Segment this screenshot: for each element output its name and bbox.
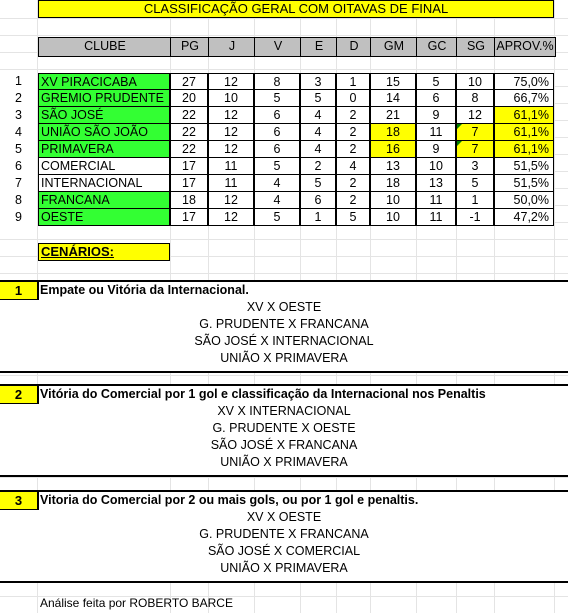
cell-club: GREMIO PRUDENTE bbox=[38, 90, 170, 107]
cell-gc: 13 bbox=[416, 175, 456, 192]
cell-v: 4 bbox=[254, 192, 300, 209]
cell-sg: -1 bbox=[456, 209, 494, 226]
cell-d: 2 bbox=[336, 175, 370, 192]
cell-j: 12 bbox=[208, 124, 254, 141]
row-number: 6 bbox=[0, 158, 37, 175]
scenario-match: XV X INTERNACIONAL bbox=[217, 404, 351, 418]
cell-aprov: 75,0% bbox=[494, 73, 554, 90]
cell-gc: 10 bbox=[416, 158, 456, 175]
cell-gm: 10 bbox=[370, 192, 416, 209]
cell-e: 3 bbox=[300, 73, 336, 90]
row-number: 5 bbox=[0, 141, 37, 158]
cell-club: XV PIRACICABA bbox=[38, 73, 170, 90]
cell-comment-marker bbox=[457, 141, 462, 146]
cell-d: 2 bbox=[336, 141, 370, 158]
column-header-j: J bbox=[208, 37, 256, 57]
cell-gc: 11 bbox=[416, 192, 456, 209]
table-row bbox=[0, 90, 568, 107]
cell-v: 5 bbox=[254, 90, 300, 107]
cell-e: 4 bbox=[300, 141, 336, 158]
cell-club: OESTE bbox=[38, 209, 170, 226]
cell-gm: 16 bbox=[370, 141, 416, 158]
cell-comment-marker bbox=[457, 124, 462, 129]
cell-v: 5 bbox=[254, 158, 300, 175]
cell-club: INTERNACIONAL bbox=[38, 175, 170, 192]
cell-gm: 15 bbox=[370, 73, 416, 90]
cell-sg: 8 bbox=[456, 90, 494, 107]
grid-line bbox=[0, 375, 568, 376]
cell-e: 1 bbox=[300, 209, 336, 226]
cell-d: 2 bbox=[336, 192, 370, 209]
cell-aprov: 47,2% bbox=[494, 209, 554, 226]
cell-sg: 3 bbox=[456, 158, 494, 175]
grid-line bbox=[0, 35, 568, 36]
cell-aprov: 66,7% bbox=[494, 90, 554, 107]
cell-pg: 20 bbox=[170, 90, 208, 107]
cell-club: PRIMAVERA bbox=[38, 141, 170, 158]
cell-j: 12 bbox=[208, 107, 254, 124]
cell-v: 5 bbox=[254, 209, 300, 226]
row-number: 1 bbox=[0, 73, 37, 90]
cell-d: 0 bbox=[336, 90, 370, 107]
row-number: 9 bbox=[0, 209, 37, 226]
grid-line bbox=[0, 18, 568, 19]
scenario-number: 3 bbox=[0, 492, 39, 510]
column-header-club: CLUBE bbox=[38, 37, 172, 57]
cell-sg: 1 bbox=[456, 192, 494, 209]
scenario-match: G. PRUDENTE X OESTE bbox=[212, 421, 356, 435]
scenario-match: UNIÃO X PRIMAVERA bbox=[220, 455, 348, 469]
cell-gm: 21 bbox=[370, 107, 416, 124]
column-header-e: E bbox=[300, 37, 338, 57]
cell-e: 5 bbox=[300, 175, 336, 192]
cell-sg: 7 bbox=[456, 141, 494, 158]
cell-e: 4 bbox=[300, 107, 336, 124]
scenario-match: UNIÃO X PRIMAVERA bbox=[220, 561, 348, 575]
grid-line bbox=[0, 69, 568, 70]
scenario-match: G. PRUDENTE X FRANCANA bbox=[199, 527, 369, 541]
column-header-gm: GM bbox=[370, 37, 418, 57]
cell-v: 6 bbox=[254, 141, 300, 158]
cell-j: 11 bbox=[208, 175, 254, 192]
cell-aprov: 61,1% bbox=[494, 141, 554, 158]
column-header-gc: GC bbox=[416, 37, 458, 57]
row-number: 7 bbox=[0, 175, 37, 192]
column-header-pg: PG bbox=[170, 37, 210, 57]
scenario-match: SÃO JOSÉ X FRANCANA bbox=[210, 438, 358, 452]
cell-club: SÃO JOSÉ bbox=[38, 107, 170, 124]
scenario-match: G. PRUDENTE X FRANCANA bbox=[199, 317, 369, 331]
cell-e: 5 bbox=[300, 90, 336, 107]
cell-v: 4 bbox=[254, 175, 300, 192]
cell-sg: 12 bbox=[456, 107, 494, 124]
cell-e: 6 bbox=[300, 192, 336, 209]
cell-pg: 27 bbox=[170, 73, 208, 90]
column-header-v: V bbox=[254, 37, 302, 57]
cell-j: 12 bbox=[208, 141, 254, 158]
cell-gm: 14 bbox=[370, 90, 416, 107]
scenario-number: 1 bbox=[0, 282, 39, 300]
cell-sg: 7 bbox=[456, 124, 494, 141]
cell-pg: 22 bbox=[170, 107, 208, 124]
cell-gc: 9 bbox=[416, 141, 456, 158]
cell-gc: 6 bbox=[416, 90, 456, 107]
cell-d: 5 bbox=[336, 209, 370, 226]
cell-d: 1 bbox=[336, 73, 370, 90]
cell-v: 8 bbox=[254, 73, 300, 90]
cell-aprov: 61,1% bbox=[494, 107, 554, 124]
cell-j: 12 bbox=[208, 209, 254, 226]
cell-club: FRANCANA bbox=[38, 192, 170, 209]
cell-v: 6 bbox=[254, 124, 300, 141]
scenario-number: 2 bbox=[0, 386, 39, 404]
cell-j: 10 bbox=[208, 90, 254, 107]
cell-d: 2 bbox=[336, 124, 370, 141]
cell-j: 12 bbox=[208, 192, 254, 209]
cell-v: 6 bbox=[254, 107, 300, 124]
table-row bbox=[0, 124, 568, 141]
cell-j: 11 bbox=[208, 158, 254, 175]
table-row bbox=[0, 73, 568, 90]
cell-pg: 18 bbox=[170, 192, 208, 209]
table-row bbox=[0, 107, 568, 124]
cell-gc: 9 bbox=[416, 107, 456, 124]
cell-club: COMERCIAL bbox=[38, 158, 170, 175]
row-number: 8 bbox=[0, 192, 37, 209]
row-number: 3 bbox=[0, 107, 37, 124]
footer-credit: Análise feita por ROBERTO BARCE bbox=[40, 596, 233, 610]
scenario-block bbox=[0, 280, 568, 373]
row-number: 2 bbox=[0, 90, 37, 107]
cell-pg: 22 bbox=[170, 141, 208, 158]
scenario-title: Empate ou Vitória da Internacional. bbox=[40, 283, 249, 297]
cell-pg: 17 bbox=[170, 209, 208, 226]
cell-e: 2 bbox=[300, 158, 336, 175]
scenario-match: XV X OESTE bbox=[246, 300, 322, 314]
cell-club: UNIÃO SÃO JOÃO bbox=[38, 124, 170, 141]
cell-gm: 13 bbox=[370, 158, 416, 175]
cell-pg: 22 bbox=[170, 124, 208, 141]
scenario-block bbox=[0, 384, 568, 477]
cell-aprov: 51,5% bbox=[494, 158, 554, 175]
cell-gm: 18 bbox=[370, 124, 416, 141]
cell-gc: 11 bbox=[416, 209, 456, 226]
cell-d: 4 bbox=[336, 158, 370, 175]
cell-pg: 17 bbox=[170, 158, 208, 175]
scenario-match: SÃO JOSÉ X COMERCIAL bbox=[207, 544, 361, 558]
column-header-aprov: APROV.% bbox=[494, 37, 556, 57]
cell-e: 4 bbox=[300, 124, 336, 141]
row-number: 4 bbox=[0, 124, 37, 141]
column-header-sg: SG bbox=[456, 37, 496, 57]
grid-line bbox=[0, 239, 568, 240]
cell-gm: 10 bbox=[370, 209, 416, 226]
scenario-title: Vitoria do Comercial por 2 ou mais gols, ou por 1 gol e penaltis. bbox=[40, 493, 419, 507]
scenarios-label: CENÁRIOS: bbox=[38, 243, 170, 261]
column-header-d: D bbox=[336, 37, 372, 57]
cell-pg: 17 bbox=[170, 175, 208, 192]
table-row bbox=[0, 158, 568, 175]
table-row bbox=[0, 209, 568, 226]
cell-j: 12 bbox=[208, 73, 254, 90]
table-row bbox=[0, 141, 568, 158]
cell-aprov: 51,5% bbox=[494, 175, 554, 192]
table-row bbox=[0, 175, 568, 192]
scenario-match: SÃO JOSÉ X INTERNACIONAL bbox=[194, 334, 374, 348]
cell-d: 2 bbox=[336, 107, 370, 124]
scenario-title: Vitória do Comercial por 1 gol e classificação da Internacional nos Penaltis bbox=[40, 387, 486, 401]
scenario-match: XV X OESTE bbox=[246, 510, 322, 524]
cell-sg: 10 bbox=[456, 73, 494, 90]
page-title: CLASSIFICAÇÃO GERAL COM OITAVAS DE FINAL bbox=[38, 0, 554, 18]
cell-sg: 5 bbox=[456, 175, 494, 192]
scenario-match: UNIÃO X PRIMAVERA bbox=[220, 351, 348, 365]
grid-line bbox=[0, 273, 568, 274]
scenario-block bbox=[0, 490, 568, 583]
cell-aprov: 50,0% bbox=[494, 192, 554, 209]
cell-gc: 5 bbox=[416, 73, 456, 90]
cell-gc: 11 bbox=[416, 124, 456, 141]
grid-line bbox=[0, 477, 568, 478]
table-row bbox=[0, 192, 568, 209]
cell-aprov: 61,1% bbox=[494, 124, 554, 141]
cell-gm: 18 bbox=[370, 175, 416, 192]
